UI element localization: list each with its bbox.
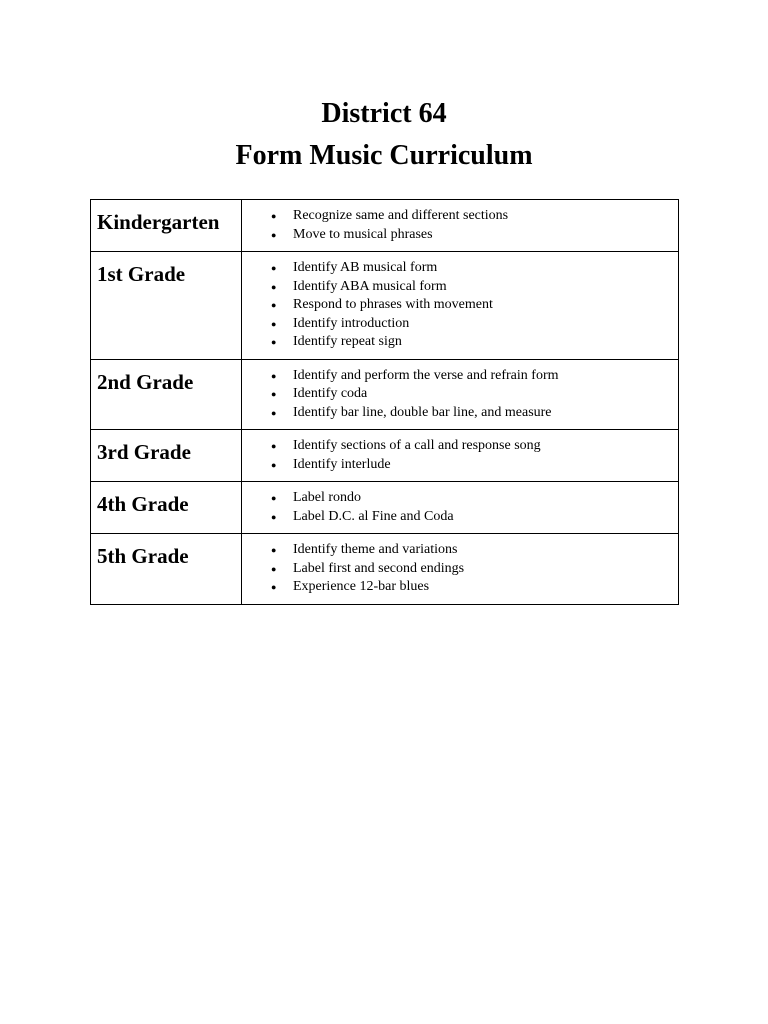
- list-item: ● Identify and perform the verse and refrain form: [242, 367, 678, 386]
- skills-list: [242, 541, 678, 597]
- table-row: [91, 252, 679, 360]
- list-item: ● Experience 12-bar blues: [242, 578, 678, 597]
- list-item: ● Identify sections of a call and response song: [242, 437, 678, 456]
- list-item: ● Identify interlude: [242, 456, 678, 475]
- document-subtitle: Form Music Curriculum: [235, 140, 533, 171]
- curriculum-table-body: [91, 200, 679, 605]
- grade-label: 5th Grade: [91, 534, 242, 605]
- grade-label: 1st Grade: [91, 252, 242, 360]
- document-title: District 64: [321, 98, 447, 129]
- list-item: ● Identify bar line, double bar line, and measure: [242, 404, 678, 423]
- curriculum-table: [90, 199, 679, 605]
- grade-label: 2nd Grade: [91, 359, 242, 430]
- skills-cell: [242, 534, 679, 605]
- list-item: ● Respond to phrases with movement: [242, 296, 678, 315]
- skills-list: [242, 207, 678, 244]
- skills-cell: [242, 200, 679, 252]
- list-item: ● Identify theme and variations: [242, 541, 678, 560]
- skills-cell: [242, 359, 679, 430]
- skills-cell: [242, 482, 679, 534]
- list-item: ● Recognize same and different sections: [242, 207, 678, 226]
- skills-list: [242, 367, 678, 423]
- grade-label: 4th Grade: [91, 482, 242, 534]
- table-row: [91, 200, 679, 252]
- skills-list: [242, 259, 678, 352]
- table-row: [91, 482, 679, 534]
- list-item: ● Identify coda: [242, 385, 678, 404]
- list-item: ● Label D.C. al Fine and Coda: [242, 508, 678, 527]
- list-item: ● Identify AB musical form: [242, 259, 678, 278]
- list-item: ● Identify ABA musical form: [242, 278, 678, 297]
- table-row: [91, 359, 679, 430]
- skills-list: [242, 489, 678, 526]
- list-item: ● Label rondo: [242, 489, 678, 508]
- list-item: ● Identify repeat sign: [242, 333, 678, 352]
- list-item: ● Move to musical phrases: [242, 226, 678, 245]
- grade-label: 3rd Grade: [91, 430, 242, 482]
- list-item: ● Identify introduction: [242, 315, 678, 334]
- skills-cell: [242, 252, 679, 360]
- table-row: [91, 534, 679, 605]
- skills-cell: [242, 430, 679, 482]
- skills-list: [242, 437, 678, 474]
- list-item: ● Label first and second endings: [242, 560, 678, 579]
- grade-label: Kindergarten: [91, 200, 242, 252]
- table-row: [91, 430, 679, 482]
- document-header: [0, 93, 768, 177]
